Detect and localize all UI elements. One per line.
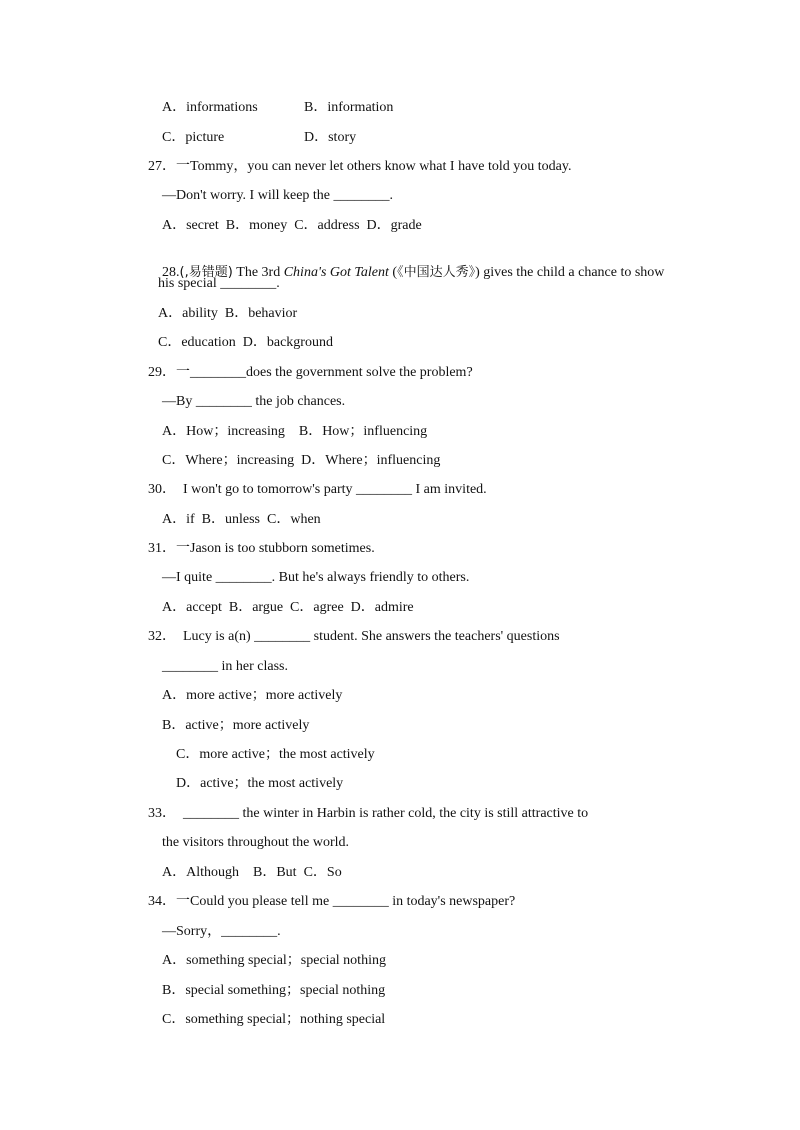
q29-options-1: A．How；increasing B．How；influencing (162, 424, 428, 439)
q28-number: 28. (162, 265, 180, 280)
q31-options: A．accept B．argue C．agree D．admire (162, 600, 414, 615)
q26-option-d: D．story (304, 130, 357, 145)
q34-option-a: A．something special；special nothing (162, 953, 386, 968)
q32-option-c: C．more active；the most actively (176, 747, 375, 762)
q34-option-c: C．something special；nothing special (162, 1012, 386, 1027)
q28-show-cn: 《中国达人秀》 (397, 265, 476, 280)
q30-stem: 30． I won't go to tomorrow's party ________ I am invited. (148, 482, 487, 497)
q30-options: A．if B．unless C．when (162, 512, 321, 527)
q26-option-b: B．information (304, 100, 394, 115)
q34-stem: 34．一Could you please tell me ________ in today's newspaper? (148, 894, 516, 909)
q32-stem: 32． Lucy is a(n) ________ student. She answers the teachers' questions (148, 629, 560, 644)
q26-option-a: A．informations (162, 100, 258, 115)
q33-stem: 33． ________ the winter in Harbin is rather cold, the city is still attractive to (148, 806, 589, 821)
q34-reply: —Sorry，________. (162, 924, 281, 939)
q32-line2: ________ in her class. (162, 659, 288, 674)
q29-reply: —By ________ the job chances. (162, 394, 346, 409)
q32-option-b: B．active；more actively (162, 718, 310, 733)
q26-option-c: C．picture (162, 130, 225, 145)
q32-option-d: D．active；the most actively (176, 776, 344, 791)
q28-tag: (,易错题) (179, 265, 233, 280)
q27-options: A．secret B．money C．address D．grade (162, 218, 422, 233)
q32-option-a: A．more active；more actively (162, 688, 343, 703)
q28-options-1: A．ability B．behavior (158, 306, 298, 321)
q31-reply: —I quite ________. But he's always friendly to others. (162, 570, 470, 585)
q28-options-2: C．education D．background (158, 335, 333, 350)
q31-stem: 31．一Jason is too stubborn sometimes. (148, 541, 375, 556)
q27-stem: 27．一Tommy，you can never let others know what I have told you today. (148, 159, 572, 174)
q33-options: A．Although B．But C．So (162, 865, 342, 880)
q34-option-b: B．special something；special nothing (162, 983, 386, 998)
q28-text-c: ) gives the child a chance to show (475, 265, 665, 280)
q29-options-2: C．Where；increasing D．Where；influencing (162, 453, 441, 468)
q28-line2: his special ________. (158, 276, 280, 291)
q28-text-a: The 3rd (232, 265, 284, 280)
q33-line2: the visitors throughout the world. (162, 835, 350, 850)
q29-stem: 29．一________does the government solve the problem? (148, 365, 473, 380)
q28-show-title: China's Got Talent (283, 265, 389, 280)
q28-text-b: ( (388, 265, 398, 280)
q27-reply: —Don't worry. I will keep the ________. (162, 188, 394, 203)
